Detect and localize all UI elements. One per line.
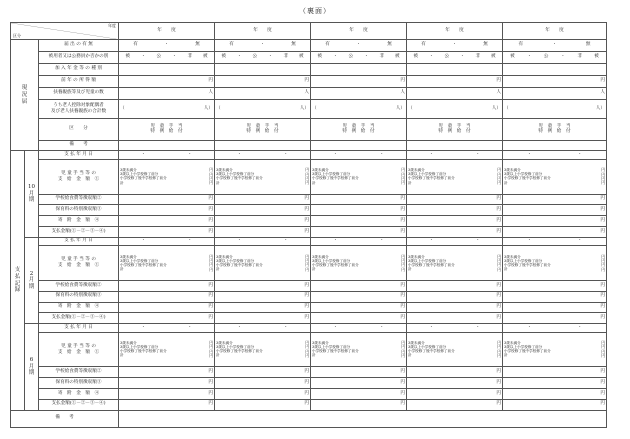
payment-cell[interactable]: 円 (503, 194, 607, 205)
form-cell[interactable]: 有 ・ 無 (503, 40, 607, 52)
row-label: 寄 附 金 額 ④ (39, 302, 119, 313)
row-label: 支 払 年 月 日 (39, 324, 119, 333)
payment-cell[interactable]: ・ ・ (311, 151, 407, 160)
year-header (503, 23, 607, 40)
form-cell[interactable]: 人 (311, 87, 407, 99)
payment-cell[interactable]: 3歳未満分 3歳以上小学校修了前分 小学校修了後中学校修了前分 計 円 円 円 円 (215, 246, 311, 281)
payment-cell[interactable]: ・ ・ (503, 237, 607, 246)
form-cell[interactable]: 被 ・ 公 ・ 非 被 (503, 52, 607, 64)
payment-cell[interactable]: 3歳未満分 3歳以上小学校修了前分 小学校修了後中学校修了前分 計 円 円 円 円 (407, 332, 503, 367)
form-cell[interactable]: 児 童 手 当 特 例 給 付 (311, 119, 407, 141)
payment-cell[interactable]: 円 (215, 194, 311, 205)
form-cell[interactable] (215, 140, 311, 151)
payment-cell[interactable]: 円 (407, 367, 503, 378)
payment-cell[interactable]: 円 (119, 227, 215, 238)
row-label: 扶養親族等及び児童の数 (39, 87, 119, 99)
payment-cell[interactable]: 円 (311, 216, 407, 227)
form-cell[interactable] (311, 64, 407, 76)
form-cell[interactable] (119, 64, 215, 76)
payment-cell[interactable]: 円 (503, 378, 607, 389)
month-text: 2 月 期 (28, 270, 35, 290)
payment-cell[interactable]: 円 (215, 399, 311, 410)
year-label: 年 度 (349, 27, 368, 33)
payment-cell[interactable]: 3歳未満分 3歳以上小学校修了前分 小学校修了後中学校修了前分 計 円 円 円 円 (311, 332, 407, 367)
year-label: 年 度 (157, 27, 176, 33)
row-label: 寄 附 金 額 ④ (39, 388, 119, 399)
payment-cell[interactable]: 円 (215, 313, 311, 324)
payment-cell[interactable]: 3歳未満分 3歳以上小学校修了前分 小学校修了後中学校修了前分 計 円 円 円 円 (119, 246, 215, 281)
payment-cell[interactable]: 円 (503, 388, 607, 399)
payment-cell[interactable]: 円 (311, 205, 407, 216)
payment-cell[interactable]: 円 (407, 313, 503, 324)
form-cell[interactable] (503, 140, 607, 151)
payment-cell[interactable]: ・ ・ (407, 324, 503, 333)
payment-cell[interactable]: 円 (311, 291, 407, 302)
section-shiharai (11, 151, 25, 410)
payment-cell[interactable]: 円 (119, 378, 215, 389)
payment-cell[interactable]: 円 (407, 281, 503, 292)
payment-cell[interactable]: 円 (503, 302, 607, 313)
payment-cell[interactable]: ・ ・ (215, 151, 311, 160)
form-cell[interactable]: 被 ・ 公 ・ 非 被 (311, 52, 407, 64)
payment-cell[interactable]: 円 (215, 302, 311, 313)
form-cell[interactable] (311, 140, 407, 151)
payment-cell[interactable]: 円 (119, 205, 215, 216)
form-cell[interactable]: （ 人） (311, 99, 407, 118)
payment-cell[interactable]: 円 (215, 367, 311, 378)
year-label: 年 度 (445, 27, 464, 33)
payment-cell[interactable]: 円 (215, 205, 311, 216)
payment-cell[interactable]: 円 (311, 399, 407, 410)
form-cell[interactable]: （ 人） (407, 99, 503, 118)
payment-cell[interactable]: 円 (503, 216, 607, 227)
payment-cell[interactable]: 円 (119, 367, 215, 378)
month-text: 10 月 期 (28, 184, 35, 204)
header-corner: 年度 区分 (11, 23, 119, 40)
payment-cell[interactable]: 3歳未満分 3歳以上小学校修了前分 小学校修了後中学校修了前分 計 円 円 円 円 (119, 332, 215, 367)
payment-cell[interactable]: ・ ・ (503, 324, 607, 333)
payment-cell[interactable]: 円 (119, 281, 215, 292)
payment-cell[interactable]: 3歳未満分 3歳以上小学校修了前分 小学校修了後中学校修了前分 計 円 円 円 円 (503, 160, 607, 195)
footer-biko: 備 考 (55, 415, 74, 421)
payment-cell[interactable]: 円 (407, 388, 503, 399)
form-cell[interactable] (407, 64, 503, 76)
payment-cell[interactable]: ・ ・ (215, 324, 311, 333)
row-label: 支 払 年 月 日 (39, 151, 119, 160)
form-cell[interactable]: （ 人） (215, 99, 311, 118)
form-cell[interactable]: 有 ・ 無 (407, 40, 503, 52)
payment-cell[interactable]: ・ ・ (119, 324, 215, 333)
form-cell[interactable]: 児 童 手 当 特 例 給 付 (503, 119, 607, 141)
payment-cell[interactable]: 円 (215, 281, 311, 292)
payment-cell[interactable]: 円 (119, 399, 215, 410)
payment-cell[interactable]: ・ ・ (407, 151, 503, 160)
payment-cell[interactable]: 円 (119, 194, 215, 205)
year-header (215, 23, 311, 40)
form-cell[interactable] (407, 140, 503, 151)
payment-cell[interactable]: 円 (119, 388, 215, 399)
form-cell[interactable] (215, 64, 311, 76)
row-label: 届 出 の 有 無 (39, 40, 119, 52)
page-title: （裏面） (299, 7, 331, 15)
footer-biko-label (11, 410, 119, 427)
form-cell[interactable]: 人 (503, 87, 607, 99)
row-label: 保育料の特別徴収額③ (39, 291, 119, 302)
section-label: 現 況 届 (21, 85, 28, 105)
payment-cell[interactable]: ・ ・ (119, 151, 215, 160)
row-label: 加 入 年 金 等 の 種 別 (39, 64, 119, 76)
payment-cell[interactable]: 3歳未満分 3歳以上小学校修了前分 小学校修了後中学校修了前分 計 円 円 円 円 (503, 246, 607, 281)
year-label: 年 度 (253, 27, 272, 33)
form-cell[interactable]: 有 ・ 無 (215, 40, 311, 52)
payment-cell[interactable]: ・ ・ (311, 324, 407, 333)
payment-cell[interactable]: 円 (119, 302, 215, 313)
payment-cell[interactable]: 円 (407, 227, 503, 238)
payment-cell[interactable]: 円 (311, 367, 407, 378)
payment-cell[interactable]: 円 (407, 302, 503, 313)
payment-cell[interactable]: 円 (311, 302, 407, 313)
payment-cell[interactable]: 円 (311, 378, 407, 389)
payment-cell[interactable]: 円 (407, 399, 503, 410)
form-cell[interactable]: 人 (119, 87, 215, 99)
form-cell[interactable]: 児 童 手 当 特 例 給 付 (215, 119, 311, 141)
row-label: 保育料の特別徴収額③ (39, 378, 119, 389)
form-cell[interactable] (503, 64, 607, 76)
form-cell[interactable]: 被 ・ 公 ・ 非 被 (215, 52, 311, 64)
payment-cell[interactable]: 円 (407, 194, 503, 205)
row-label: 児 童 手 当 等 の 支 給 金 額 ① (39, 332, 119, 367)
payment-cell[interactable]: 円 (503, 367, 607, 378)
payment-cell[interactable]: 3歳未満分 3歳以上小学校修了前分 小学校修了後中学校修了前分 計 円 円 円 円 (311, 160, 407, 195)
form-cell[interactable]: 被 ・ 公 ・ 非 被 (119, 52, 215, 64)
row-label: 支払金額(①－②－③－④) (39, 313, 119, 324)
form-cell[interactable]: 円 (311, 75, 407, 87)
payment-cell[interactable]: 円 (215, 291, 311, 302)
payment-cell[interactable]: 円 (215, 388, 311, 399)
payment-cell[interactable]: 円 (503, 399, 607, 410)
year-header (311, 23, 407, 40)
form-cell[interactable]: （ 人） (503, 99, 607, 118)
month-label (25, 324, 39, 410)
payment-cell[interactable]: 円 (503, 227, 607, 238)
form-cell[interactable]: 児 童 手 当 特 例 給 付 (407, 119, 503, 141)
payment-cell[interactable]: 円 (215, 216, 311, 227)
payment-cell[interactable]: ・ ・ (503, 151, 607, 160)
payment-cell[interactable]: 3歳未満分 3歳以上小学校修了前分 小学校修了後中学校修了前分 計 円 円 円 円 (215, 332, 311, 367)
payment-cell[interactable]: 円 (407, 378, 503, 389)
payment-cell[interactable]: 円 (119, 216, 215, 227)
form-cell[interactable]: 円 (215, 75, 311, 87)
payment-cell[interactable]: 3歳未満分 3歳以上小学校修了前分 小学校修了後中学校修了前分 計 円 円 円 円 (311, 246, 407, 281)
payment-cell[interactable]: 3歳未満分 3歳以上小学校修了前分 小学校修了後中学校修了前分 計 円 円 円 円 (407, 160, 503, 195)
row-label: 寄 附 金 額 ④ (39, 216, 119, 227)
footer-biko-cell[interactable] (119, 410, 607, 427)
row-label: 児 童 手 当 等 の 支 給 金 額 ① (39, 160, 119, 195)
payment-cell[interactable]: 3歳未満分 3歳以上小学校修了前分 小学校修了後中学校修了前分 計 円 円 円 円 (503, 332, 607, 367)
form-cell[interactable]: 人 (407, 87, 503, 99)
payment-cell[interactable]: 円 (215, 227, 311, 238)
row-label: 学校給食費等徴収額② (39, 281, 119, 292)
form-cell[interactable]: 有 ・ 無 (311, 40, 407, 52)
month-label (25, 237, 39, 323)
row-label: 学校給食費等徴収額② (39, 367, 119, 378)
form-cell[interactable]: 人 (215, 87, 311, 99)
row-label: 区 分 (39, 119, 119, 141)
form-cell[interactable]: 円 (503, 75, 607, 87)
payment-cell[interactable]: 円 (407, 216, 503, 227)
row-label: 支払金額(①－②－③－④) (39, 399, 119, 410)
row-label: 児 童 手 当 等 の 支 給 金 額 ① (39, 246, 119, 281)
year-header (407, 23, 503, 40)
form-cell[interactable]: （ 人） (119, 99, 215, 118)
payment-cell[interactable]: ・ ・ (119, 237, 215, 246)
payment-cell[interactable]: 円 (215, 378, 311, 389)
section-label: 支 払 記 録 (14, 267, 21, 294)
row-label: 学校給食費等徴収額② (39, 194, 119, 205)
payment-cell[interactable]: ・ ・ (407, 237, 503, 246)
row-label: 支払金額(①－②－③－④) (39, 227, 119, 238)
payment-cell[interactable]: ・ ・ (311, 237, 407, 246)
form-cell[interactable]: 有 ・ 無 (119, 40, 215, 52)
year-header (119, 23, 215, 40)
section-jokyo (11, 40, 39, 151)
form-cell[interactable] (119, 140, 215, 151)
form-cell[interactable]: 円 (407, 75, 503, 87)
year-label: 年 度 (545, 27, 564, 33)
row-label: 被用者又は公務員か否かの別 (39, 52, 119, 64)
payment-cell[interactable]: 円 (503, 205, 607, 216)
payment-cell[interactable]: 3歳未満分 3歳以上小学校修了前分 小学校修了後中学校修了前分 計 円 円 円 円 (119, 160, 215, 195)
payment-cell[interactable]: 円 (119, 291, 215, 302)
payment-cell[interactable]: 円 (311, 281, 407, 292)
payment-cell[interactable]: 円 (503, 313, 607, 324)
payment-cell[interactable]: 円 (311, 313, 407, 324)
status-report-form (10, 22, 607, 428)
form-cell[interactable]: 円 (119, 75, 215, 87)
row-label: 支 払 年 月 日 (39, 237, 119, 246)
payment-cell[interactable]: 円 (503, 291, 607, 302)
month-label (25, 151, 39, 237)
month-text: 6 月 期 (28, 356, 35, 377)
payment-cell[interactable]: ・ ・ (215, 237, 311, 246)
row-label: 保育料の特別徴収額③ (39, 205, 119, 216)
payment-cell[interactable]: 円 (503, 281, 607, 292)
row-label: 前 年 の 所 得 額 (39, 75, 119, 87)
form-cell[interactable]: 児 童 手 当 特 例 給 付 (119, 119, 215, 141)
payment-cell[interactable]: 円 (407, 291, 503, 302)
payment-cell[interactable]: 円 (311, 194, 407, 205)
form-cell[interactable]: 被 ・ 公 ・ 非 被 (407, 52, 503, 64)
row-label: 備 考 (39, 140, 119, 151)
payment-cell[interactable]: 円 (119, 313, 215, 324)
payment-cell[interactable]: 3歳未満分 3歳以上小学校修了前分 小学校修了後中学校修了前分 計 円 円 円 円 (215, 160, 311, 195)
payment-cell[interactable]: 円 (311, 227, 407, 238)
row-label: うち老人控除対象配偶者 及び老人扶養親族の合計数 (39, 99, 119, 118)
payment-cell[interactable]: 円 (407, 205, 503, 216)
payment-cell[interactable]: 3歳未満分 3歳以上小学校修了前分 小学校修了後中学校修了前分 計 円 円 円 円 (407, 246, 503, 281)
payment-cell[interactable]: 円 (311, 388, 407, 399)
